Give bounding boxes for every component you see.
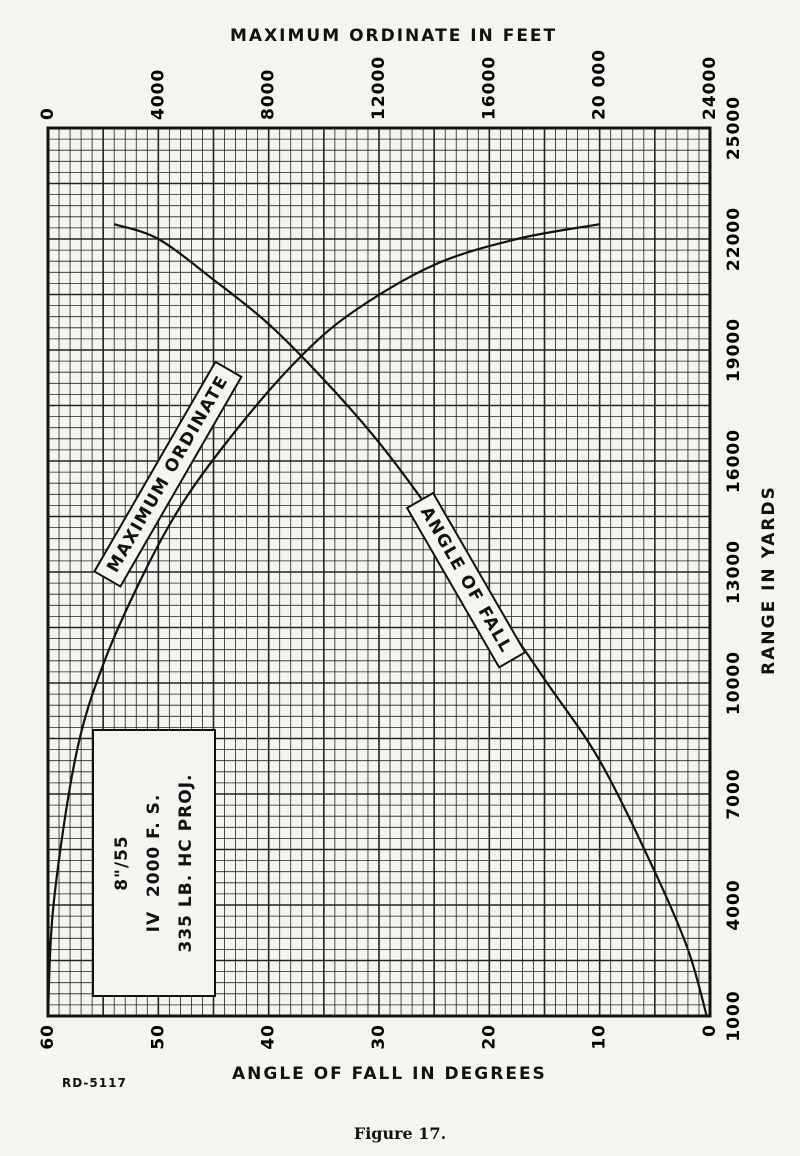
bottom-tick-label: 50 [148, 1024, 169, 1050]
bottom-tick-label: 10 [589, 1024, 610, 1050]
top-tick-label: 12000 [369, 55, 389, 120]
bottom-tick-label: 30 [369, 1024, 389, 1050]
right-tick-label: 19000 [724, 317, 744, 383]
right-tick-label: 16000 [724, 428, 744, 494]
top-tick-label: 16000 [479, 55, 500, 120]
max-ordinate-curve-label: MAXIMUM ORDINATE [93, 360, 243, 588]
bottom-tick-label: 60 [38, 1024, 58, 1050]
gun-info-projectile: 335 LB. HC PROJ. [176, 773, 196, 953]
top-tick-label: 24000 [700, 55, 720, 120]
angle-of-fall-curve-label: ANGLE OF FALL [406, 492, 527, 669]
gun-info-caliber: 8"/55 [112, 835, 132, 891]
top-tick-label: 8000 [258, 68, 279, 120]
bottom-tick-label: 0 [700, 1024, 720, 1037]
bottom-tick-label: 40 [258, 1024, 279, 1050]
gun-info-text [106, 774, 202, 953]
top-tick-label: 20 000 [589, 48, 610, 120]
gun-info-velocity: IV 2000 F. S. [144, 793, 164, 933]
gun-info-box [92, 729, 216, 997]
bottom-tick-label: 20 [479, 1024, 500, 1050]
right-tick-label: 10000 [724, 650, 744, 716]
bottom-axis-title: ANGLE OF FALL IN DEGREES [232, 1064, 547, 1084]
right-tick-label: 22000 [724, 206, 744, 272]
right-tick-label: 13000 [724, 539, 744, 605]
top-tick-label: 4000 [148, 68, 169, 120]
top-tick-label: 0 [38, 107, 58, 120]
right-tick-label: 25000 [724, 95, 744, 161]
right-tick-label: 1000 [724, 990, 744, 1042]
right-axis-title: RANGE IN YARDS [759, 485, 779, 675]
top-axis-title: MAXIMUM ORDINATE IN FEET [230, 26, 558, 46]
reference-code: RD-5117 [62, 1076, 127, 1090]
figure-caption: Figure 17. [353, 1124, 447, 1143]
right-tick-label: 4000 [724, 879, 744, 931]
right-tick-label: 7000 [724, 768, 744, 820]
